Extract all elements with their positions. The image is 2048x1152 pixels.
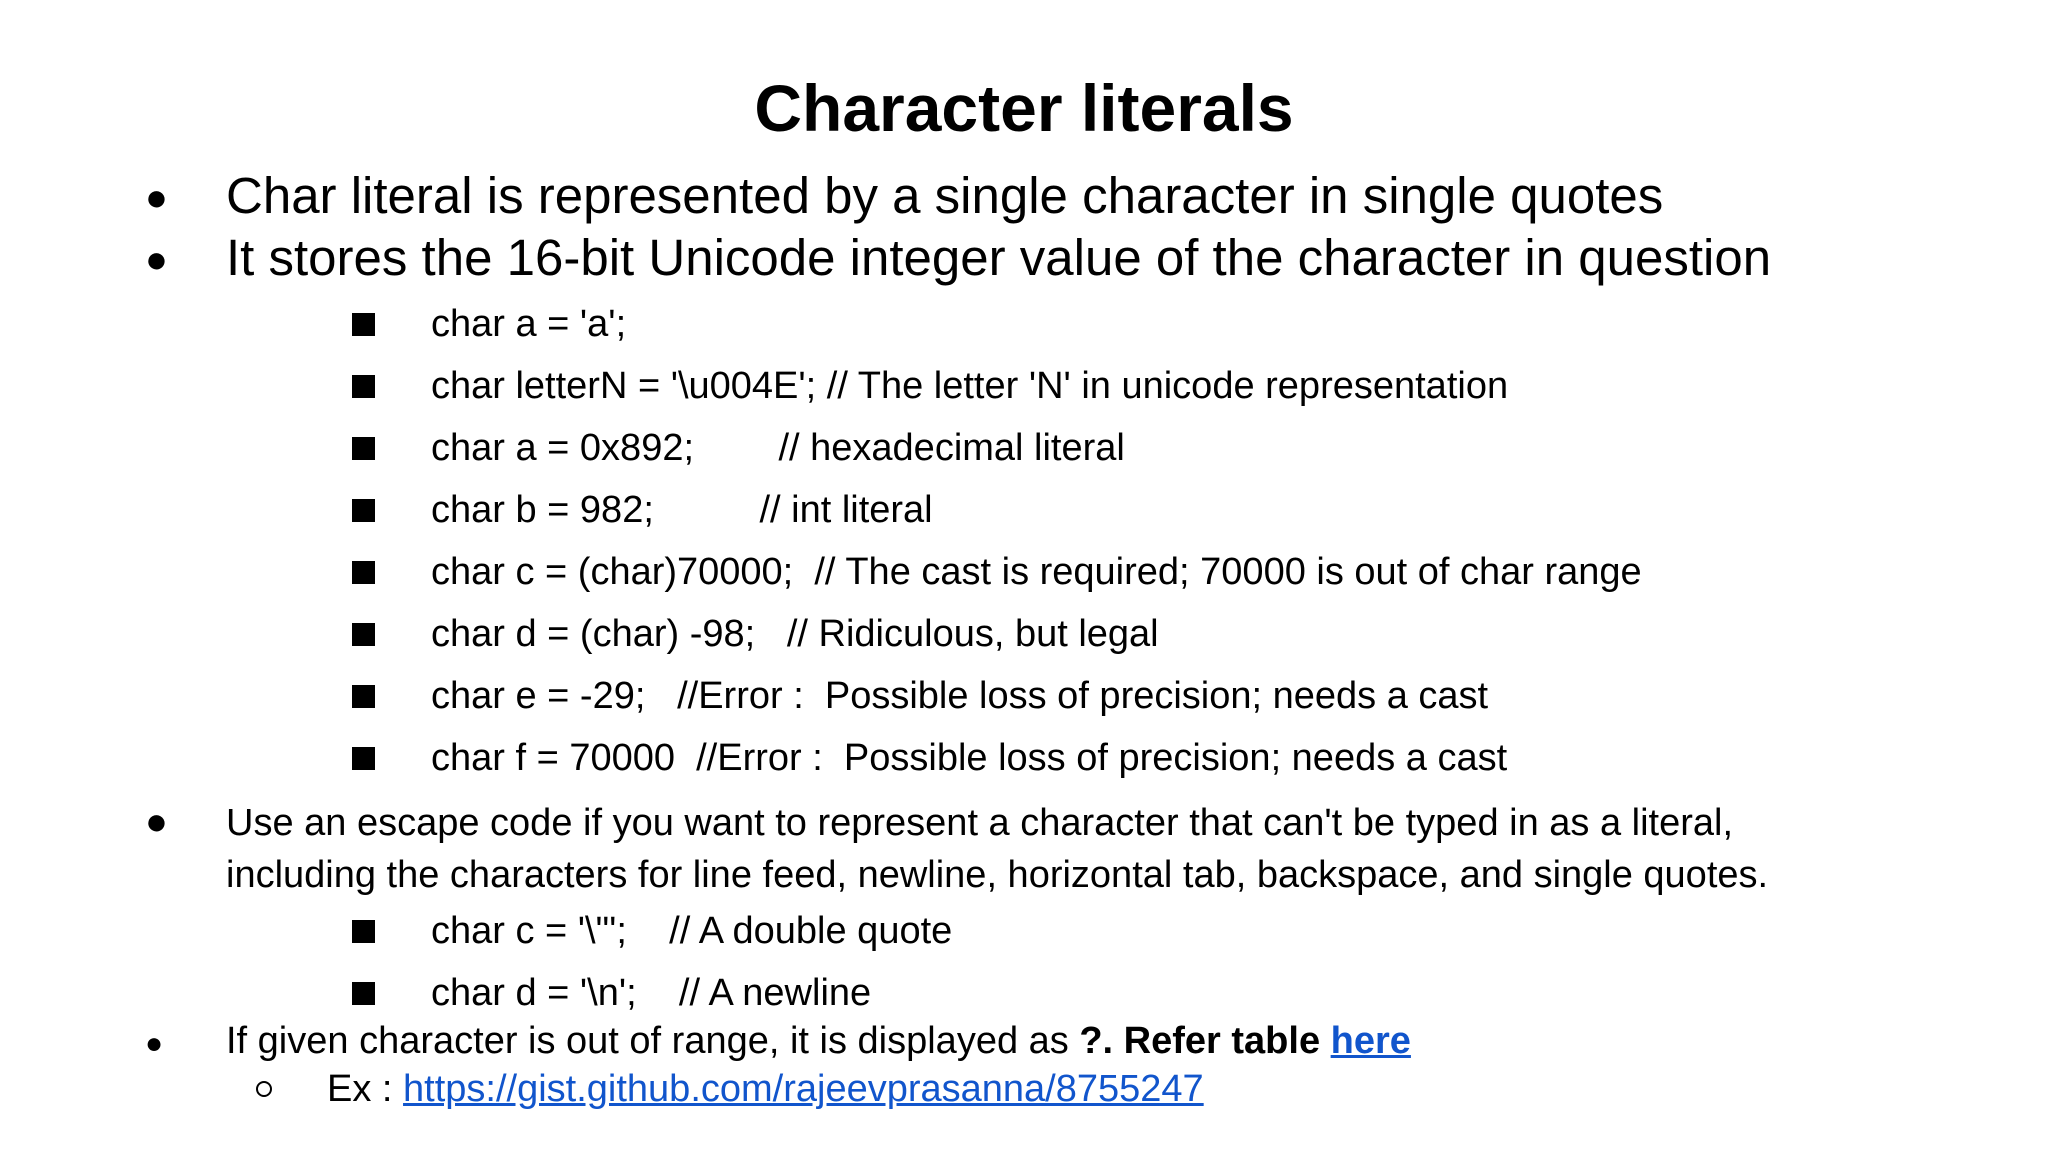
example-text: char e = -29; //Error : Possible loss of precision; needs a cast	[431, 675, 1489, 717]
bullet-dot: ●	[145, 239, 168, 281]
bullet-dot: ●	[145, 177, 168, 219]
example-text: char d = '\n'; // A newline	[431, 972, 872, 1014]
bullet-dot: ●	[145, 1027, 164, 1060]
sub-bullet-text	[327, 1066, 1204, 1112]
bullet-text: It stores the 16-bit Unicode integer value of the character in question	[226, 229, 1772, 286]
square-bullet	[352, 623, 375, 646]
square-bullet	[352, 499, 375, 522]
square-bullet	[352, 685, 375, 708]
square-bullet	[352, 982, 375, 1005]
hollow-circle-bullet	[256, 1081, 272, 1097]
sub-bullet-prefix: Ex :	[327, 1068, 404, 1110]
example-text: char f = 70000 //Error : Possible loss of precision; needs a cast	[431, 737, 1508, 779]
range-text: If given character is out of range, it is displayed as	[226, 1020, 1080, 1062]
gist-link[interactable]: https://gist.github.com/rajeevprasanna/8755247	[403, 1068, 1204, 1110]
square-bullet	[352, 375, 375, 398]
bullet-dot: ●	[145, 801, 168, 843]
square-bullet	[352, 920, 375, 943]
example-text: char c = '\"'; // A double quote	[431, 910, 953, 952]
square-bullet	[352, 313, 375, 336]
square-bullet	[352, 437, 375, 460]
example-text: char d = (char) -98; // Ridiculous, but legal	[431, 613, 1159, 655]
bullet-text	[226, 797, 1768, 901]
example-text: char c = (char)70000; // The cast is required; 70000 is out of char range	[431, 551, 1642, 593]
bullet-text-line-2: including the characters for line feed, newline, horizontal tab, backspace, and single quotes.	[226, 854, 1769, 896]
square-bullet	[352, 561, 375, 584]
slide-title: Character literals	[754, 71, 1294, 145]
bullet-text	[226, 1018, 1411, 1064]
range-bold-text: ?. Refer table	[1079, 1020, 1331, 1062]
square-bullet	[352, 747, 375, 770]
example-text: char a = 'a';	[431, 303, 627, 345]
bullet-text-line-1: Use an escape code if you want to represent a character that can't be typed in as a literal,	[226, 802, 1734, 844]
example-text: char a = 0x892; // hexadecimal literal	[431, 427, 1125, 469]
here-link[interactable]: here	[1330, 1020, 1411, 1062]
bullet-text: Char literal is represented by a single character in single quotes	[226, 167, 1664, 224]
example-text: char letterN = '\u004E'; // The letter 'N' in unicode representation	[431, 365, 1509, 407]
example-text: char b = 982; // int literal	[431, 489, 933, 531]
